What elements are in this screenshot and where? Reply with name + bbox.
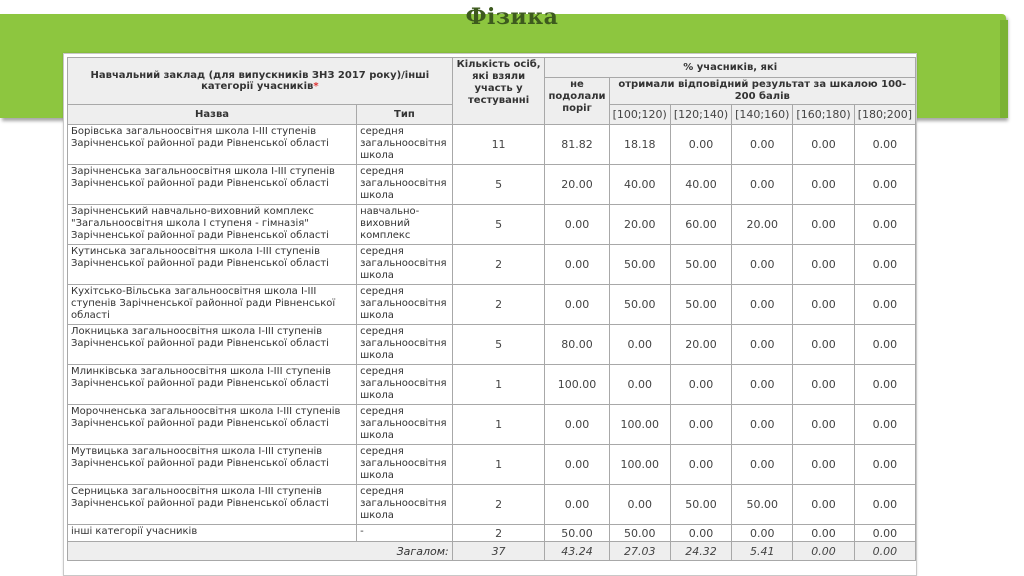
other-category-row	[68, 525, 916, 542]
total-percent: 5.41	[732, 542, 793, 561]
range-header: [140;160)	[732, 105, 793, 125]
percent-value: 0.00	[670, 445, 731, 485]
percent-value: 81.82	[545, 125, 609, 165]
school-name: Зарічненський навчально-виховний комплекс "Загальноосвітня школа І ступеня - гімназія" Зарічненської районної ради Рівненської області	[68, 205, 357, 245]
percent-value: 50.00	[609, 285, 670, 325]
percent-value: 0.00	[793, 125, 854, 165]
table-body	[68, 125, 916, 561]
school-name: Локницька загальноосвітня школа І-ІІІ ступенів Зарічненської районної ради Рівненської області	[68, 325, 357, 365]
percent-value: 0.00	[854, 285, 915, 325]
school-name: Млинківська загальноосвітня школа І-ІІІ ступенів Зарічненської районної ради Рівненської області	[68, 365, 357, 405]
range-header: [160;180)	[793, 105, 854, 125]
participant-count: 1	[452, 365, 545, 405]
school-type: середня загальноосвітня школа	[357, 325, 453, 365]
percent-value: 0.00	[793, 365, 854, 405]
percent-value: 0.00	[545, 245, 609, 285]
percent-value: 18.18	[609, 125, 670, 165]
percent-value: 40.00	[670, 165, 731, 205]
percent-value: 50.00	[609, 525, 670, 542]
percent-value: 0.00	[732, 365, 793, 405]
percent-value: 0.00	[670, 125, 731, 165]
school-name: Зарічненська загальноосвітня школа І-ІІІ ступенів Зарічненської районної ради Рівненської області	[68, 165, 357, 205]
count-header: Кількість осіб, які взяли участь у тестуванні	[452, 58, 545, 125]
type-header: Тип	[357, 105, 453, 125]
percent-value: 50.00	[732, 485, 793, 525]
percent-value: 100.00	[609, 445, 670, 485]
results-sheet	[63, 53, 917, 576]
percent-value: 0.00	[670, 525, 731, 542]
table-row	[68, 245, 916, 285]
total-count: 37	[452, 542, 545, 561]
school-type: середня загальноосвітня школа	[357, 285, 453, 325]
percent-header: % учасників, які	[545, 58, 916, 78]
school-type: середня загальноосвітня школа	[357, 445, 453, 485]
table-row	[68, 205, 916, 245]
school-name: інші категорії учасників	[68, 525, 357, 542]
page-title: Фізика	[465, 4, 559, 30]
percent-value: 0.00	[793, 405, 854, 445]
percent-value: 0.00	[854, 205, 915, 245]
school-type: середня загальноосвітня школа	[357, 165, 453, 205]
participant-count: 1	[452, 405, 545, 445]
percent-value: 0.00	[609, 485, 670, 525]
required-star: *	[313, 81, 319, 92]
school-name: Морочненська загальноосвітня школа І-ІІІ ступенів Зарічненської районної ради Рівненської області	[68, 405, 357, 445]
percent-value: 0.00	[793, 525, 854, 542]
school-type: навчально-виховний комплекс	[357, 205, 453, 245]
table-row	[68, 405, 916, 445]
percent-value: 60.00	[670, 205, 731, 245]
percent-value: 100.00	[545, 365, 609, 405]
percent-value: 0.00	[854, 245, 915, 285]
school-type: середня загальноосвітня школа	[357, 405, 453, 445]
range-header: [100;120)	[609, 105, 670, 125]
percent-value: 50.00	[670, 245, 731, 285]
received-header: отримали відповідний результат за шкалою 100-200 балів	[609, 78, 915, 105]
percent-value: 0.00	[854, 485, 915, 525]
table-row	[68, 445, 916, 485]
percent-value: 50.00	[670, 285, 731, 325]
percent-value: 100.00	[609, 405, 670, 445]
percent-value: 80.00	[545, 325, 609, 365]
percent-value: 0.00	[609, 365, 670, 405]
total-percent: 24.32	[670, 542, 731, 561]
total-percent: 27.03	[609, 542, 670, 561]
percent-value: 0.00	[793, 485, 854, 525]
school-type: середня загальноосвітня школа	[357, 245, 453, 285]
percent-value: 20.00	[670, 325, 731, 365]
percent-value: 0.00	[732, 285, 793, 325]
percent-value: 50.00	[670, 485, 731, 525]
percent-value: 0.00	[545, 485, 609, 525]
school-type: -	[357, 525, 453, 542]
percent-value: 0.00	[793, 205, 854, 245]
percent-value: 20.00	[609, 205, 670, 245]
participant-count: 2	[452, 245, 545, 285]
green-banner-edge	[1000, 20, 1008, 118]
participant-count: 2	[452, 485, 545, 525]
school-type: середня загальноосвітня школа	[357, 125, 453, 165]
percent-value: 0.00	[793, 245, 854, 285]
percent-value: 0.00	[793, 165, 854, 205]
total-row	[68, 542, 916, 561]
school-name: Борівська загальноосвітня школа І-ІІІ ступенів Зарічненської районної ради Рівненської області	[68, 125, 357, 165]
school-name: Мутвицька загальноосвітня школа І-ІІІ ступенів Зарічненської районної ради Рівненської області	[68, 445, 357, 485]
percent-value: 50.00	[545, 525, 609, 542]
school-type: середня загальноосвітня школа	[357, 485, 453, 525]
school-name: Кутинська загальноосвітня школа І-ІІІ ступенів Зарічненської районної ради Рівненської області	[68, 245, 357, 285]
percent-value: 0.00	[545, 405, 609, 445]
table-row	[68, 165, 916, 205]
percent-value: 0.00	[854, 445, 915, 485]
participant-count: 11	[452, 125, 545, 165]
institution-header	[68, 58, 453, 105]
percent-value: 0.00	[793, 325, 854, 365]
percent-value: 0.00	[732, 405, 793, 445]
percent-value: 0.00	[732, 245, 793, 285]
institution-header-text: Навчальний заклад (для випускників ЗНЗ 2017 року)/інші категорії учасників	[90, 70, 430, 92]
percent-value: 40.00	[609, 165, 670, 205]
percent-value: 50.00	[609, 245, 670, 285]
total-label: Загалом:	[68, 542, 453, 561]
name-header: Назва	[68, 105, 357, 125]
table-row	[68, 365, 916, 405]
percent-value: 0.00	[545, 285, 609, 325]
participant-count: 5	[452, 325, 545, 365]
table-row	[68, 325, 916, 365]
percent-value: 0.00	[854, 165, 915, 205]
percent-value: 0.00	[732, 445, 793, 485]
percent-value: 0.00	[732, 125, 793, 165]
percent-value: 0.00	[854, 365, 915, 405]
percent-value: 0.00	[670, 365, 731, 405]
total-percent: 0.00	[793, 542, 854, 561]
school-type: середня загальноосвітня школа	[357, 365, 453, 405]
percent-value: 0.00	[854, 525, 915, 542]
percent-value: 0.00	[609, 325, 670, 365]
table-row	[68, 485, 916, 525]
school-name: Кухітсько-Вільська загальноосвітня школа І-ІІІ ступенів Зарічненської районної ради Рівненської області	[68, 285, 357, 325]
percent-value: 0.00	[732, 525, 793, 542]
percent-value: 0.00	[793, 445, 854, 485]
table-row	[68, 285, 916, 325]
participant-count: 2	[452, 525, 545, 542]
percent-value: 0.00	[793, 285, 854, 325]
percent-value: 0.00	[732, 165, 793, 205]
school-name: Серницька загальноосвітня школа І-ІІІ ступенів Зарічненської районної ради Рівненської області	[68, 485, 357, 525]
participant-count: 5	[452, 165, 545, 205]
participant-count: 2	[452, 285, 545, 325]
total-percent: 43.24	[545, 542, 609, 561]
percent-value: 20.00	[545, 165, 609, 205]
percent-value: 0.00	[545, 205, 609, 245]
range-header: [180;200]	[854, 105, 915, 125]
table-row	[68, 125, 916, 165]
percent-value: 0.00	[670, 405, 731, 445]
percent-value: 0.00	[854, 125, 915, 165]
not-passed-header: не подолали поріг	[545, 78, 609, 125]
percent-value: 0.00	[854, 405, 915, 445]
percent-value: 20.00	[732, 205, 793, 245]
total-percent: 0.00	[854, 542, 915, 561]
participant-count: 1	[452, 445, 545, 485]
percent-value: 0.00	[732, 325, 793, 365]
results-table	[67, 57, 916, 561]
percent-value: 0.00	[854, 325, 915, 365]
participant-count: 5	[452, 205, 545, 245]
percent-value: 0.00	[545, 445, 609, 485]
range-header: [120;140)	[670, 105, 731, 125]
